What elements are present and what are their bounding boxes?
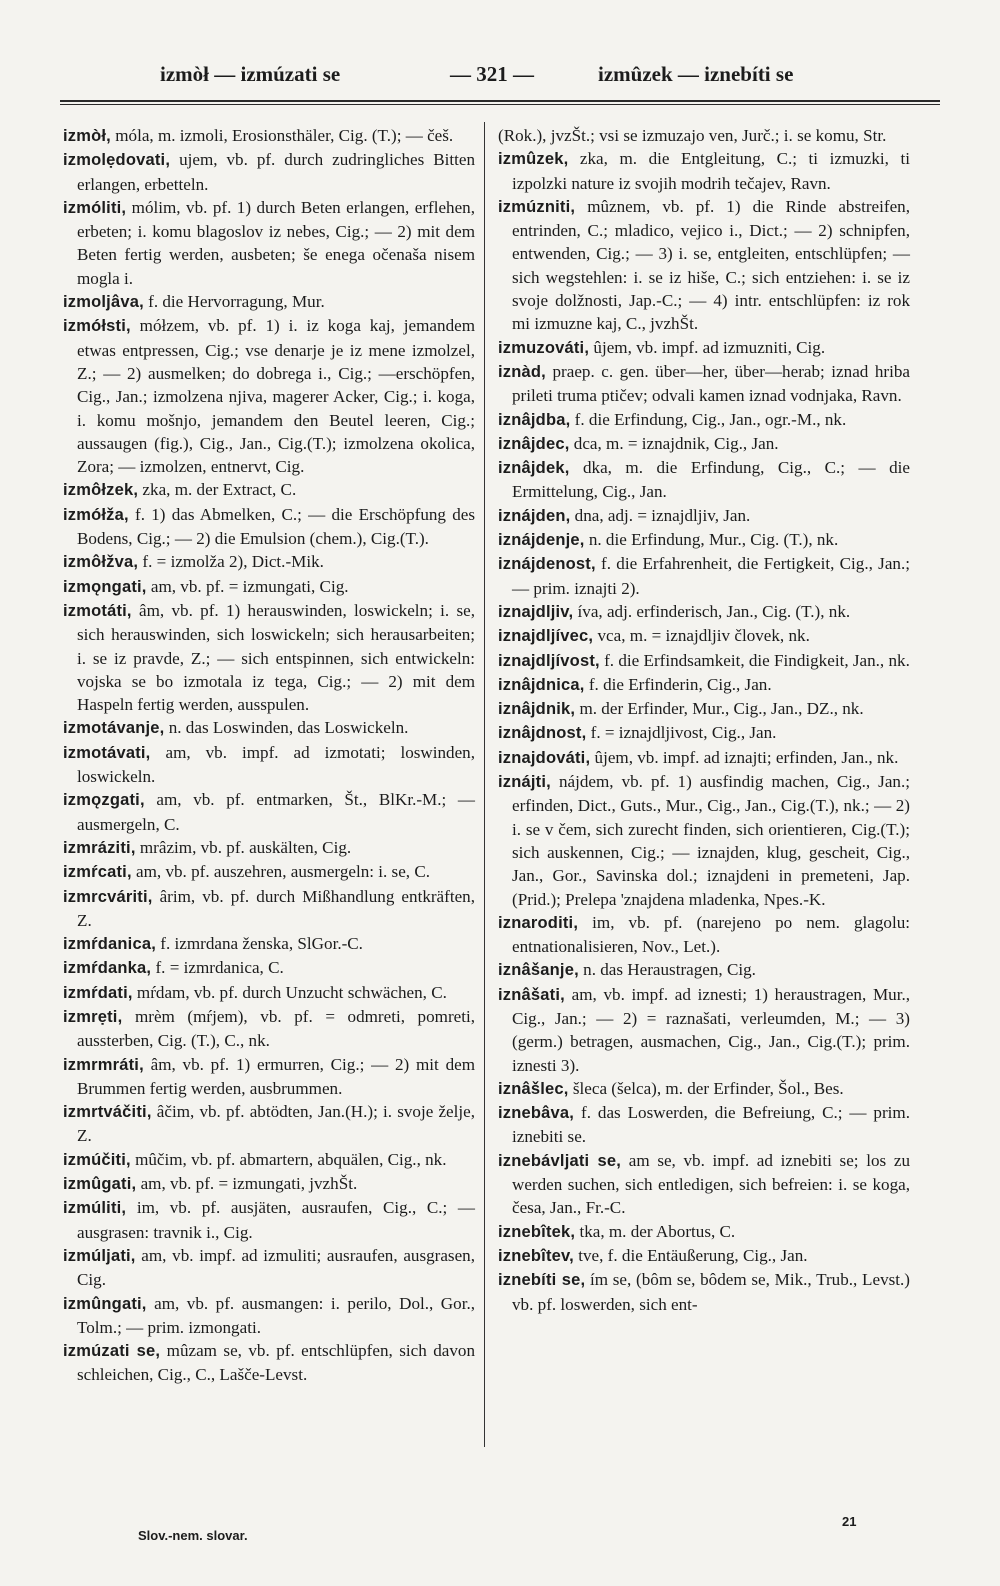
entry-definition: mûčim, vb. pf. abmartern, abquälen, Cig., nk. — [130, 1149, 447, 1169]
entry-definition: ujem, vb. pf. durch zudringliches Bitten erlangen, erbetteln. — [77, 150, 475, 194]
dictionary-entry — [63, 1053, 475, 1101]
entry-headword: izmûngati, — [63, 1294, 147, 1313]
entry-definition: am se, vb. impf. ad iznebiti se; los zu werden suchen, sich entledigen, sich befreien: i. se koga, česa, Jan., Fr.-C. — [512, 1150, 910, 1218]
entry-definition: n. das Heraustragen, Cig. — [578, 960, 756, 980]
entry-definition: dca, m. = iznajdnik, Cig., Jan. — [569, 433, 779, 453]
dictionary-entry — [498, 1149, 910, 1220]
entry-definition: am, vb. pf. = izmungati, Cig. — [146, 576, 349, 596]
entry-definition: f. = izmolža 2), Dict.-Mik. — [138, 552, 324, 572]
entry-definition: šleca (šelca), m. der Erfinder, Šol., Bes. — [568, 1078, 844, 1098]
entry-headword: iznâjdba, — [498, 410, 571, 429]
entry-headword: iznajdováti, — [498, 748, 591, 767]
dictionary-entry — [63, 981, 475, 1005]
entry-definition: f. = izmrdanica, C. — [151, 958, 284, 978]
entry-headword: izmúljati, — [63, 1246, 136, 1265]
dictionary-entry — [63, 1244, 475, 1292]
dictionary-entry — [498, 504, 910, 528]
dictionary-entry — [63, 860, 475, 884]
entry-headword: izmŕdanica, — [63, 935, 156, 954]
entry-definition: praep. c. gen. über—her, über—herab; iznad hriba prileti truma ptičev; odvali kamen iznad vodnjaka, Ravn. — [512, 361, 910, 406]
entry-headword: izmrcváriti, — [63, 887, 153, 906]
entry-definition: zka, m. die Entgleitung, C.; ti izmuzki, ti izpolzki nature iz svojih modrih tečajev, Ravn. — [512, 149, 910, 193]
dictionary-entry — [63, 314, 475, 478]
entry-definition: vca, m. = iznajdljiv človek, nk. — [593, 626, 810, 646]
entry-headword: izmôłzek, — [63, 481, 139, 500]
entry-definition: f. die Erfindsamkeit, die Findigkeit, Jan., nk. — [599, 650, 910, 670]
entry-definition: mółzem, vb. pf. 1) i. iz koga kaj, jemandem etwas entpressen, Cig.; vse denarje je iz mene izmolzel, Z.; — 2) ausmelken; do dobrega i., Cig.; —erschöpfen, Cig., Jan.; izmolzena njiva, magerer Acker, Cig.; i. koga, i. komu mošnjo, jemandem den Beutel leeren, Cig.; aussaugen (fig.), Cig., Jan., Cig.(T.); izmolzena okolica, Zora; — izmolzen, entnervt, Cig. — [77, 316, 475, 477]
header-left-guideword: izmòł — izmúzati se — [160, 62, 341, 86]
entry-headword: izmrmráti, — [63, 1055, 144, 1074]
header-right-guideword: izmûzek — iznebíti se — [598, 62, 794, 86]
entry-headword: izmrẹti, — [63, 1007, 123, 1026]
entry-definition: am, vb. pf. auszehren, ausmergeln: i. se, C. — [131, 862, 431, 882]
page-footer — [60, 1514, 940, 1558]
dictionary-entry — [498, 697, 910, 721]
entry-headword: iznájden, — [498, 506, 571, 525]
entry-definition: mólim, vb. pf. 1) durch Beten erlangen, erflehen, erbeten; i. komu blagoslov iz nebes, Cig.; — 2) mit dem Beten fertig werden, ausbeten; še enega očenaša nisem mogla i. — [77, 197, 475, 288]
entry-headword: izmǫzgati, — [63, 791, 145, 810]
entry-headword: izmûzek, — [498, 150, 569, 169]
entry-definition: âčim, vb. pf. abtödten, Jan.(H.); i. svoje želje, Z. — [77, 1102, 475, 1146]
entry-definition: am, vb. pf. = izmungati, jvzhŠt. — [136, 1174, 358, 1194]
dictionary-entry — [63, 885, 475, 933]
entry-headword: izmrtváčiti, — [63, 1103, 152, 1122]
dictionary-entry — [63, 1339, 475, 1387]
entry-definition: f. die Erfinderin, Cig., Jan. — [584, 674, 772, 694]
entry-headword: iznebîtek, — [498, 1222, 576, 1241]
dictionary-entry — [498, 1268, 910, 1316]
entry-headword: izmotáti, — [63, 601, 132, 620]
dictionary-entry — [498, 911, 910, 959]
right-column — [498, 124, 910, 1316]
dictionary-entry — [63, 1005, 475, 1053]
entry-headword: izmúčiti, — [63, 1150, 131, 1169]
entry-definition: f. die Erfindung, Cig., Jan., ogr.-M., nk. — [570, 409, 847, 429]
dictionary-entry — [498, 770, 910, 911]
entry-definition: tka, m. der Abortus, C. — [575, 1221, 736, 1241]
entry-definition: ûjem, vb. impf. ad izmuzniti, Cig. — [589, 337, 826, 357]
entry-headword: izmolẹdovati, — [63, 151, 171, 170]
entry-definition: mrèm (mŕjem), vb. pf. = odmreti, pomreti, aussterben, Cig. (T.), C., nk. — [77, 1006, 475, 1051]
entry-headword: iznâšlec, — [498, 1079, 569, 1098]
dictionary-entry — [498, 408, 910, 432]
dictionary-entry — [498, 432, 910, 456]
dictionary-entry — [498, 552, 910, 600]
entry-headword: izmŕdati, — [63, 983, 133, 1002]
entry-headword: izmûgati, — [63, 1175, 137, 1194]
entry-headword: iznâšati, — [498, 985, 565, 1004]
dictionary-entry — [498, 1101, 910, 1149]
entry-headword: iznajdljiv, — [498, 602, 574, 621]
entry-headword: izmotávati, — [63, 743, 151, 762]
entry-headword: iznâšanje, — [498, 961, 579, 980]
entry-definition: dka, m. die Erfindung, Cig., C.; — die Ermittelung, Cig., Jan. — [512, 458, 910, 502]
entry-headword: iznájti, — [498, 773, 551, 792]
entry-headword: izmúzati se, — [63, 1342, 161, 1361]
entry-headword: iznebávljati se, — [498, 1151, 622, 1170]
entry-definition: f. izmrdana ženska, SlGor.-C. — [155, 934, 363, 954]
dictionary-entry — [498, 624, 910, 648]
dictionary-entry — [498, 958, 910, 982]
entry-headword: izmráziti, — [63, 838, 136, 857]
entry-headword: izmuzováti, — [498, 338, 590, 357]
entry-headword: iznajdljívec, — [498, 627, 594, 646]
entry-headword: izmotávanje, — [63, 719, 165, 738]
entry-definition: am, vb. pf. ausmangen: i. perilo, Dol., Gor., Tolm.; — prim. izmongati. — [77, 1293, 475, 1337]
entry-definition: dna, adj. = iznajdljiv, Jan. — [570, 505, 751, 525]
dictionary-entry — [63, 196, 475, 290]
entry-headword: izmoljâva, — [63, 293, 144, 312]
entry-headword: iznàd, — [498, 362, 546, 381]
entry-definition: n. das Loswinden, das Loswickeln. — [164, 718, 409, 738]
column-divider — [484, 122, 485, 1447]
dictionary-entry — [498, 360, 910, 408]
dictionary-entry — [63, 124, 475, 148]
entry-definition: zka, m. der Extract, C. — [138, 480, 297, 500]
sheet-number: 21 — [842, 1514, 857, 1529]
entry-definition: am, vb. pf. entmarken, Št., BlKr.-M.; — ausmergeln, C. — [77, 790, 475, 834]
header-rule — [60, 100, 940, 102]
entry-definition: m. der Erfinder, Mur., Cig., Jan., DZ., nk. — [575, 699, 864, 719]
dictionary-entry — [63, 148, 475, 196]
left-column — [63, 124, 475, 1387]
entry-headword: iznâjdnik, — [498, 700, 576, 719]
entry-definition: âm, vb. pf. 1) herauswinden, loswickeln; i. se, sich herauswinden, sich loswickeln; sich herausarbeiten; i. se iz pravde, Z.; — sich entspinnen, sich entwickeln: vojska se bo izmotala iz tega, Cig.; — 2) mit dem Haspeln fertig werden, ausspulen. — [77, 600, 475, 715]
dictionary-entry — [498, 600, 910, 624]
dictionary-entry — [63, 1196, 475, 1244]
dictionary-entry — [498, 721, 910, 745]
dictionary-entry — [63, 550, 475, 574]
entry-definition: f. das Loswerden, die Befreiung, C.; — prim. iznebiti se. — [512, 1103, 910, 1147]
dictionary-entry — [498, 528, 910, 552]
entry-definition: ârim, vb. pf. durch Mißhandlung entkräften, Z. — [77, 886, 475, 930]
entry-headword: izmółsti, — [63, 317, 131, 336]
dictionary-entry — [63, 836, 475, 860]
dictionary-entry — [63, 478, 475, 502]
entry-headword: iznâjdek, — [498, 459, 570, 478]
dictionary-entry — [498, 124, 910, 147]
entry-definition: f. die Erfahrenheit, die Fertigkeit, Cig., Jan.; — prim. iznajti 2). — [512, 554, 910, 598]
entry-definition: mŕdam, vb. pf. durch Unzucht schwächen, C. — [132, 982, 447, 1002]
dictionary-entry — [498, 673, 910, 697]
entry-headword: izmúliti, — [63, 1199, 127, 1218]
dictionary-entry — [498, 336, 910, 360]
entry-headword: iznajdljívost, — [498, 651, 600, 670]
entry-definition: íva, adj. erfinderisch, Jan., Cig. (T.), nk. — [573, 601, 851, 621]
entry-headword: izmóliti, — [63, 198, 127, 217]
entry-definition: am, vb. impf. ad iznesti; 1) heraustragen, Mur., Cig., Jan.; — 2) = raznašati, verleumden, M.; — 3) (germ.) betragen, ausmachen, Cig., Jan., Cig.(T.); prim. iznesti 3). — [512, 984, 910, 1075]
entry-headword: izmúzniti, — [498, 197, 576, 216]
page-number: — 321 — — [450, 62, 534, 86]
page-header — [60, 62, 940, 102]
entry-headword: izmôłžva, — [63, 553, 139, 572]
dictionary-entry — [498, 746, 910, 770]
entry-definition: tve, f. die Entäußerung, Cig., Jan. — [573, 1245, 808, 1265]
entry-definition: ûjem, vb. impf. ad iznajti; erfinden, Jan., nk. — [590, 747, 899, 767]
dictionary-entry — [63, 716, 475, 740]
dictionary-entry — [63, 599, 475, 716]
entry-headword: iznâjdnica, — [498, 675, 585, 694]
entry-headword: izmółža, — [63, 505, 129, 524]
dictionary-entry — [63, 956, 475, 980]
dictionary-entry — [498, 456, 910, 504]
entry-definition: móla, m. izmoli, Erosionsthäler, Cig. (T.); — češ. — [110, 126, 454, 145]
dictionary-entry — [498, 649, 910, 673]
dictionary-entry — [63, 741, 475, 789]
dictionary-entry — [498, 147, 910, 195]
entry-definition: nájdem, vb. pf. 1) ausfindig machen, Cig., Jan.; erfinden, Dict., Guts., Mur., Cig., Jan., Cig.(T.), nk.; — 2) i. se v čem, sich zurecht finden, sich orientieren, Cig.(T.); sich auskennen, Cig.; — iznajden, klug, gescheit, Cig., Jan., Gor., Savinska dol.; iznajdeni in premeteni, Jap.(Prid.); Prelepa 'znajdena mladenka, Npes.-K. — [512, 772, 910, 909]
dictionary-entry — [63, 503, 475, 551]
entry-headword: iznâjdnost, — [498, 724, 587, 743]
entry-definition: ím se, (bôm se, bôdem se, Mik., Trub., Levst.) vb. pf. loswerden, sich ent- — [512, 1270, 910, 1314]
entry-headword: iznebíti se, — [498, 1271, 586, 1290]
entry-headword: izmŕcati, — [63, 863, 132, 882]
dictionary-entry — [63, 1100, 475, 1148]
dictionary-entry — [498, 195, 910, 336]
entry-definition: am, vb. impf. ad izmotati; loswinden, loswickeln. — [77, 742, 475, 787]
entry-headword: izmŕdanka, — [63, 959, 152, 978]
dictionary-entry — [63, 1148, 475, 1172]
dictionary-entry — [498, 983, 910, 1077]
entry-definition: mûzam se, vb. pf. entschlüpfen, sich davon schleichen, Cig., C., Lašče-Levst. — [77, 1341, 476, 1385]
entry-headword: iznaroditi, — [498, 913, 579, 932]
dictionary-entry — [63, 290, 475, 314]
dictionary-entry — [63, 575, 475, 599]
dictionary-entry — [498, 1220, 910, 1244]
entry-definition: (Rok.), jvzŠt.; vsi se izmuzajo ven, Jurč.; i. se komu, Str. — [498, 126, 887, 145]
entry-definition: f. 1) das Abmelken, C.; — die Erschöpfung des Bodens, Cig.; — 2) die Emulsion (chem.), Cig.(T.). — [77, 504, 475, 549]
entry-definition: mrâzim, vb. pf. auskälten, Cig. — [135, 837, 352, 857]
dictionary-entry — [63, 932, 475, 956]
entry-headword: iznebîtev, — [498, 1246, 574, 1265]
entry-headword: iznájdenje, — [498, 531, 585, 550]
entry-definition: n. die Erfindung, Mur., Cig. (T.), nk. — [584, 530, 839, 550]
entry-headword: iznebâva, — [498, 1104, 575, 1123]
entry-definition: f. = iznajdljivost, Cig., Jan. — [586, 723, 777, 743]
entry-definition: âm, vb. pf. 1) ermurren, Cig.; — 2) mit dem Brummen fertig werden, ausbrummen. — [77, 1054, 475, 1098]
entry-definition: im, vb. pf. (narejeno po nem. glagolu: entnationalisieren, Nov., Let.). — [512, 912, 910, 957]
dictionary-entry — [63, 1292, 475, 1340]
dictionary-entry — [63, 1172, 475, 1196]
entry-definition: im, vb. pf. ausjäten, ausraufen, Cig., C.; — ausgrasen: travnik i., Cig. — [77, 1198, 475, 1242]
entry-headword: izmǫngati, — [63, 577, 147, 596]
entry-definition: f. die Hervorragung, Mur. — [143, 292, 325, 312]
signature-mark: Slov.-nem. slovar. — [138, 1528, 248, 1543]
entry-headword: iznájdenost, — [498, 555, 596, 574]
dictionary-entry — [63, 788, 475, 836]
entry-headword: izmòł, — [63, 127, 111, 145]
header-rule-thin — [60, 104, 940, 105]
dictionary-entry — [498, 1244, 910, 1268]
dictionary-entry — [498, 1077, 910, 1101]
entry-definition: am, vb. impf. ad izmuliti; ausraufen, ausgrasen, Cig. — [77, 1245, 475, 1290]
entry-headword: iznâjdec, — [498, 434, 570, 453]
entry-definition: mûznem, vb. pf. 1) die Rinde abstreifen, entrinden, C.; mladico, vejico i., Dict.; — 2) schnipfen, entwenden, Cig.; — 3) i. se, entgleiten, entschlüpfen; — sich wegstehlen: i. se iz hiše, C.; sich entziehen: i. se iz svoje dolžnosti, Jap.-C.; — 4) intr. entschlüpfen: iz rok mi izmuzne kaj, C., jvzhŠt. — [512, 196, 910, 334]
